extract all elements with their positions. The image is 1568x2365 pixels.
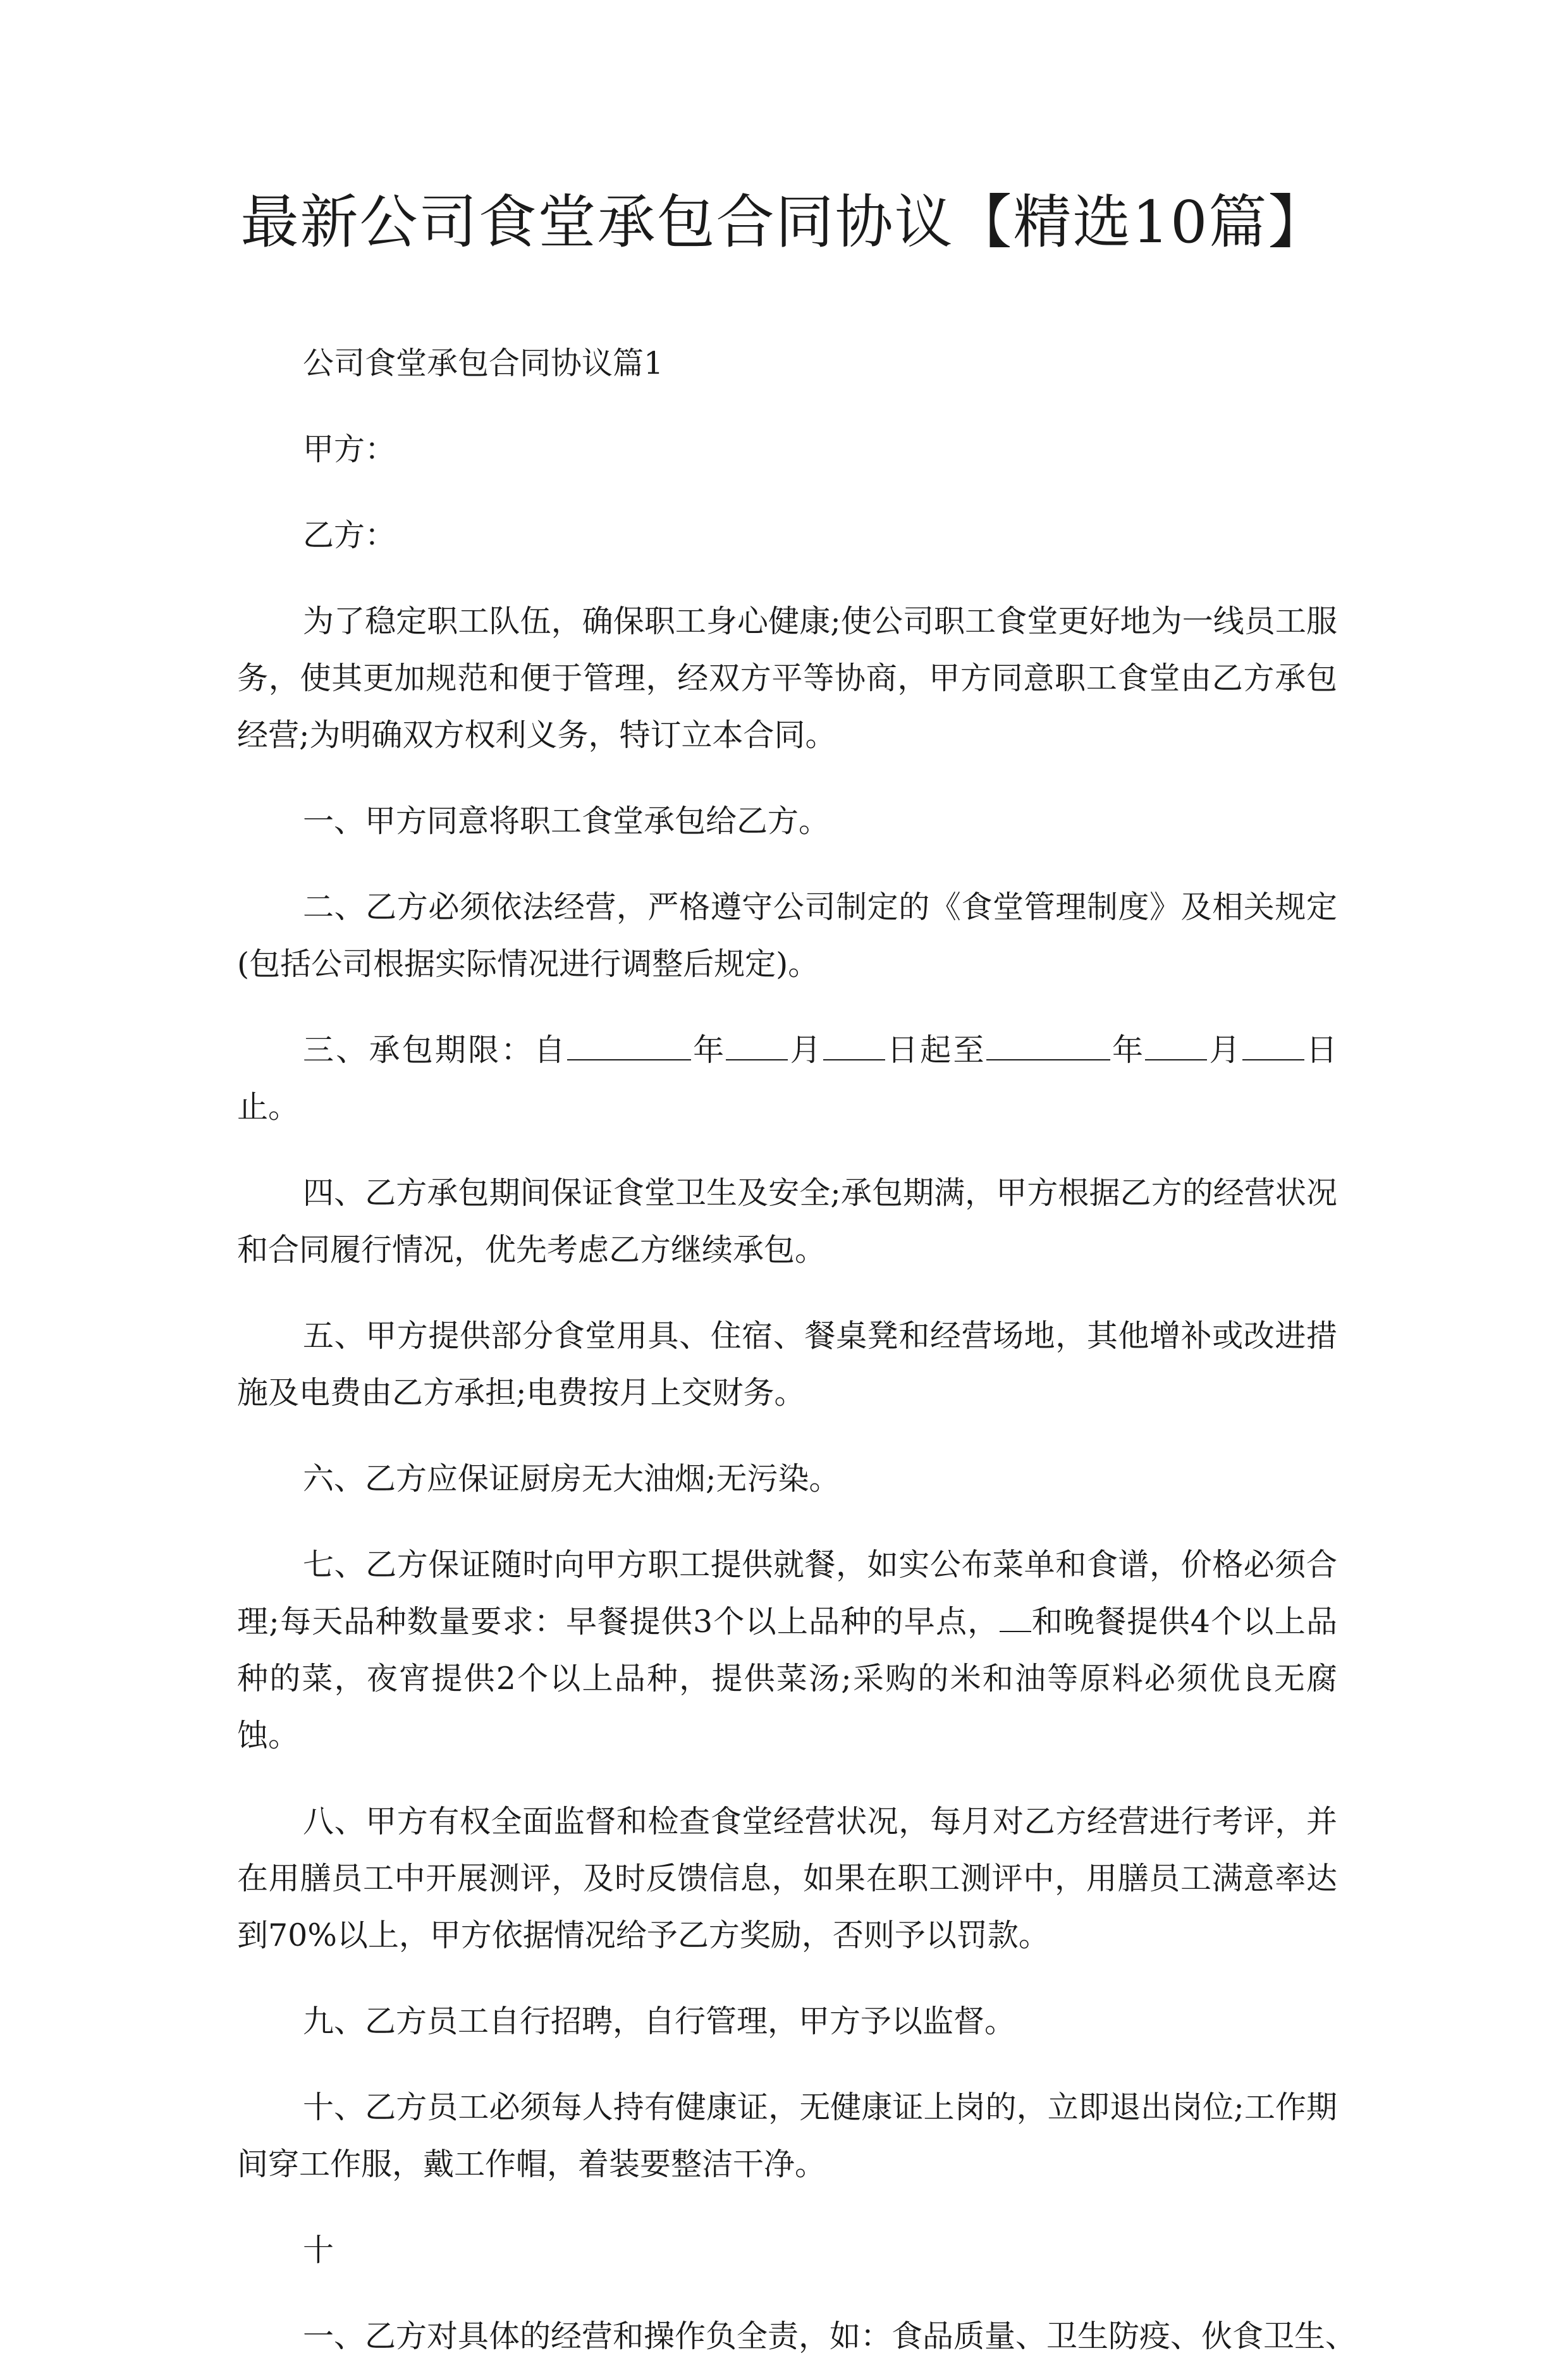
start-year-label: 年	[690, 1032, 726, 1068]
end-month-blank	[1145, 1059, 1207, 1060]
start-month-label: 月	[788, 1032, 823, 1068]
clause-2: 二、乙方必须依法经营，严格遵守公司制定的《食堂管理制度》及相关规定(包括公司根据实际情况进行调整后规定)。	[237, 889, 1337, 982]
clause-10: 十、乙方员工必须每人持有健康证，无健康证上岗的，立即退出岗位;工作期间穿工作服，戴工作帽，着装要整洁干净。	[237, 2089, 1337, 2182]
start-year-blank	[567, 1059, 691, 1060]
clause-7-part-1: 七、乙方保证随时向甲方职工提供就餐，如实公布菜单和食谱，价格必须合理;每天品种数量要求：早餐提供3个以上品种的早点，	[237, 1547, 1337, 1640]
clause-3-prefix: 三、承包期限：自	[303, 1032, 567, 1068]
clause-11-number: 十	[303, 2232, 334, 2268]
end-year-label: 年	[1110, 1032, 1146, 1068]
start-day-blank	[823, 1059, 885, 1060]
clause-9: 九、乙方员工自行招聘，自行管理，甲方予以监督。	[303, 2003, 1016, 2039]
preamble-paragraph: 为了稳定职工队伍，确保职工身心健康;使公司职工食堂更好地为一线员工服务，使其更加规范和便于管理，经双方平等协商，甲方同意职工食堂由乙方承包经营;为明确双方权利义务，特订立本合同。	[237, 603, 1337, 753]
clause-4: 四、乙方承包期间保证食堂卫生及安全;承包期满，甲方根据乙方的经营状况和合同履行情况，优先考虑乙方继续承包。	[237, 1175, 1337, 1268]
party-a-label: 甲方：	[303, 431, 396, 467]
clause-7-part-2: 和晚餐提供4个以上品种的菜，夜宵提供2个以上品种，提供菜汤;采购的米和油等原料必须优良无腐蚀。	[237, 1604, 1337, 1754]
meal-blank	[1000, 1630, 1031, 1632]
clause-11-text: 一、乙方对具体的经营和操作负全责，如：食品质量、卫生防疫、伙食卫生、	[303, 2318, 1357, 2354]
party-b-label: 乙方：	[303, 517, 396, 553]
end-day-blank	[1242, 1059, 1304, 1060]
clause-8: 八、甲方有权全面监督和检查食堂经营状况，每月对乙方经营进行考评，并在用膳员工中开展测评，及时反馈信息，如果在职工测评中，用膳员工满意率达到70%以上，甲方依据情况给予乙方奖励，否则予以罚款。	[237, 1803, 1337, 1953]
end-day-label: 日止。	[237, 1032, 1337, 1125]
clause-6: 六、乙方应保证厨房无大油烟;无污染。	[303, 1461, 840, 1497]
end-month-label: 月	[1207, 1032, 1242, 1068]
clause-3-contract-term	[237, 1022, 1337, 1136]
start-month-blank	[726, 1059, 788, 1060]
document-title: 最新公司食堂承包合同协议【精选10篇】	[240, 188, 1328, 256]
clause-1: 一、甲方同意将职工食堂承包给乙方。	[303, 803, 830, 839]
end-year-blank	[986, 1059, 1110, 1060]
clause-5: 五、甲方提供部分食堂用具、住宿、餐桌凳和经营场地，其他增补或改进措施及电费由乙方承担;电费按月上交财务。	[237, 1318, 1337, 1411]
section-heading: 公司食堂承包合同协议篇1	[303, 345, 664, 381]
document-body	[237, 335, 1357, 2365]
clause-7	[237, 1537, 1337, 1764]
start-day-label: 日起至	[885, 1032, 986, 1068]
